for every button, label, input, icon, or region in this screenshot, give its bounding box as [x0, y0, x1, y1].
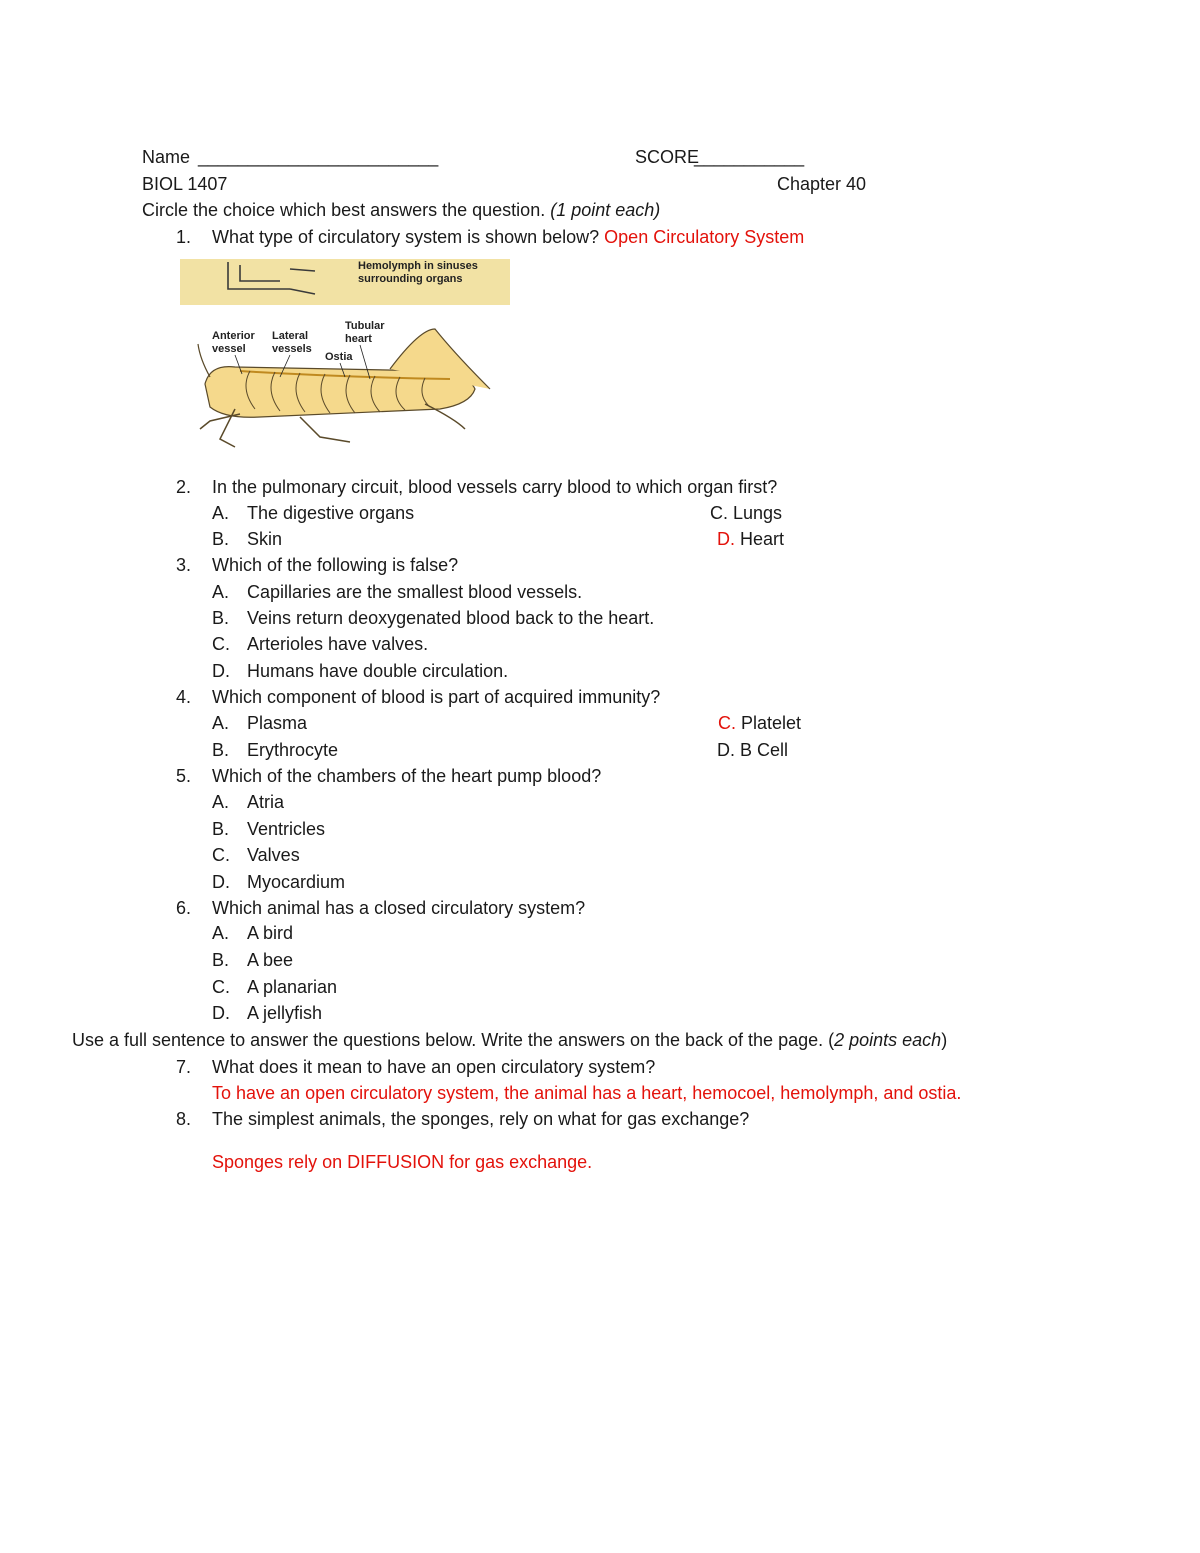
q4-c-letter: C. [718, 713, 736, 733]
q5-c-text: Valves [247, 845, 300, 865]
q3-d-letter: D. [212, 661, 230, 681]
q1-number: 1. [176, 227, 192, 247]
q2-c-text: Lungs [733, 503, 783, 523]
q1-question [212, 226, 804, 248]
q6-d-letter: D. [212, 1003, 230, 1023]
q5-a-letter: A. [212, 792, 230, 812]
q3-b-text: Veins return deoxygenated blood back to the heart. [247, 608, 655, 628]
q2-choice-c [710, 502, 782, 524]
label-tubular-2: heart [345, 333, 372, 345]
score-label: SCORE [635, 147, 700, 167]
q7-text: What does it mean to have an open circulatory system? [212, 1057, 656, 1077]
q5-b-letter: B. [212, 819, 230, 839]
q4-choice-c [718, 712, 801, 734]
label-anterior-1: Anterior [212, 330, 255, 342]
q4-c-text: Platelet [741, 713, 802, 733]
q5-a-text: Atria [247, 792, 285, 812]
q4-b-text: Erythrocyte [247, 740, 339, 760]
caption-line2: surrounding organs [358, 273, 463, 285]
open-circulatory-diagram [180, 259, 510, 454]
q3-d-text: Humans have double circulation. [247, 661, 509, 681]
q4-text: Which component of blood is part of acquired immunity? [212, 687, 661, 707]
q2-b-text: Skin [247, 529, 283, 549]
name-blank: ________________________ [198, 147, 439, 167]
instruction-text: Circle the choice which best answers the question. [142, 200, 546, 220]
q6-number: 6. [176, 898, 192, 918]
q3-a-letter: A. [212, 582, 230, 602]
q2-c-letter: C. [710, 503, 728, 523]
label-lateral-2: vessels [272, 343, 312, 355]
section2-instruction [72, 1029, 947, 1051]
course-code: BIOL 1407 [142, 174, 228, 194]
score-blank: ___________ [694, 147, 805, 167]
q6-c-text: A planarian [247, 977, 338, 997]
q4-d-text: B Cell [740, 740, 789, 760]
q2-d-letter: D. [717, 529, 735, 549]
section2-close: ) [941, 1030, 948, 1050]
q7-number: 7. [176, 1057, 192, 1077]
q8-number: 8. [176, 1109, 192, 1129]
q7-answer: To have an open circulatory system, the animal has a heart, hemocoel, hemolymph, and ostia. [212, 1083, 962, 1103]
q4-choice-d [717, 739, 788, 761]
name-label: Name [142, 147, 191, 167]
q3-c-letter: C. [212, 634, 230, 654]
q6-d-text: A jellyfish [247, 1003, 323, 1023]
points-note: (1 point each) [550, 200, 661, 220]
q4-a-letter: A. [212, 713, 230, 733]
q2-b-letter: B. [212, 529, 230, 549]
q5-d-text: Myocardium [247, 872, 346, 892]
q5-d-letter: D. [212, 872, 230, 892]
q5-number: 5. [176, 766, 192, 786]
q6-a-text: A bird [247, 923, 294, 943]
q5-b-text: Ventricles [247, 819, 326, 839]
q8-answer: Sponges rely on DIFFUSION for gas exchange. [212, 1152, 593, 1172]
q2-text: In the pulmonary circuit, blood vessels carry blood to which organ first? [212, 477, 778, 497]
q5-text: Which of the chambers of the heart pump blood? [212, 766, 602, 786]
label-ostia: Ostia [325, 351, 353, 363]
q2-d-text: Heart [740, 529, 785, 549]
q8-text: The simplest animals, the sponges, rely on what for gas exchange? [212, 1109, 750, 1129]
q6-a-letter: A. [212, 923, 230, 943]
q3-number: 3. [176, 555, 192, 575]
q1-answer: Open Circulatory System [604, 227, 805, 247]
q4-b-letter: B. [212, 740, 230, 760]
label-lateral-1: Lateral [272, 330, 309, 342]
chapter-label: Chapter 40 [777, 174, 867, 194]
q2-a-text: The digestive organs [247, 503, 415, 523]
section2-points: 2 points each [834, 1030, 942, 1050]
section2-text: Use a full sentence to answer the questions below. Write the answers on the back of the page. ( [72, 1030, 835, 1050]
q3-a-text: Capillaries are the smallest blood vessels. [247, 582, 583, 602]
section1-instruction [142, 199, 660, 221]
q6-b-letter: B. [212, 950, 230, 970]
q3-c-text: Arterioles have valves. [247, 634, 429, 654]
q2-number: 2. [176, 477, 192, 497]
q6-c-letter: C. [212, 977, 230, 997]
q2-a-letter: A. [212, 503, 230, 523]
caption-line1: Hemolymph in sinuses [358, 260, 478, 272]
label-anterior-2: vessel [212, 343, 246, 355]
q3-text: Which of the following is false? [212, 555, 459, 575]
q4-d-letter: D. [717, 740, 735, 760]
q5-c-letter: C. [212, 845, 230, 865]
q4-number: 4. [176, 687, 192, 707]
q3-b-letter: B. [212, 608, 230, 628]
q4-a-text: Plasma [247, 713, 308, 733]
q6-text: Which animal has a closed circulatory system? [212, 898, 586, 918]
label-tubular-1: Tubular [345, 320, 385, 332]
q1-text: What type of circulatory system is shown below? [212, 227, 600, 247]
q6-b-text: A bee [247, 950, 294, 970]
q2-choice-d [717, 528, 784, 550]
